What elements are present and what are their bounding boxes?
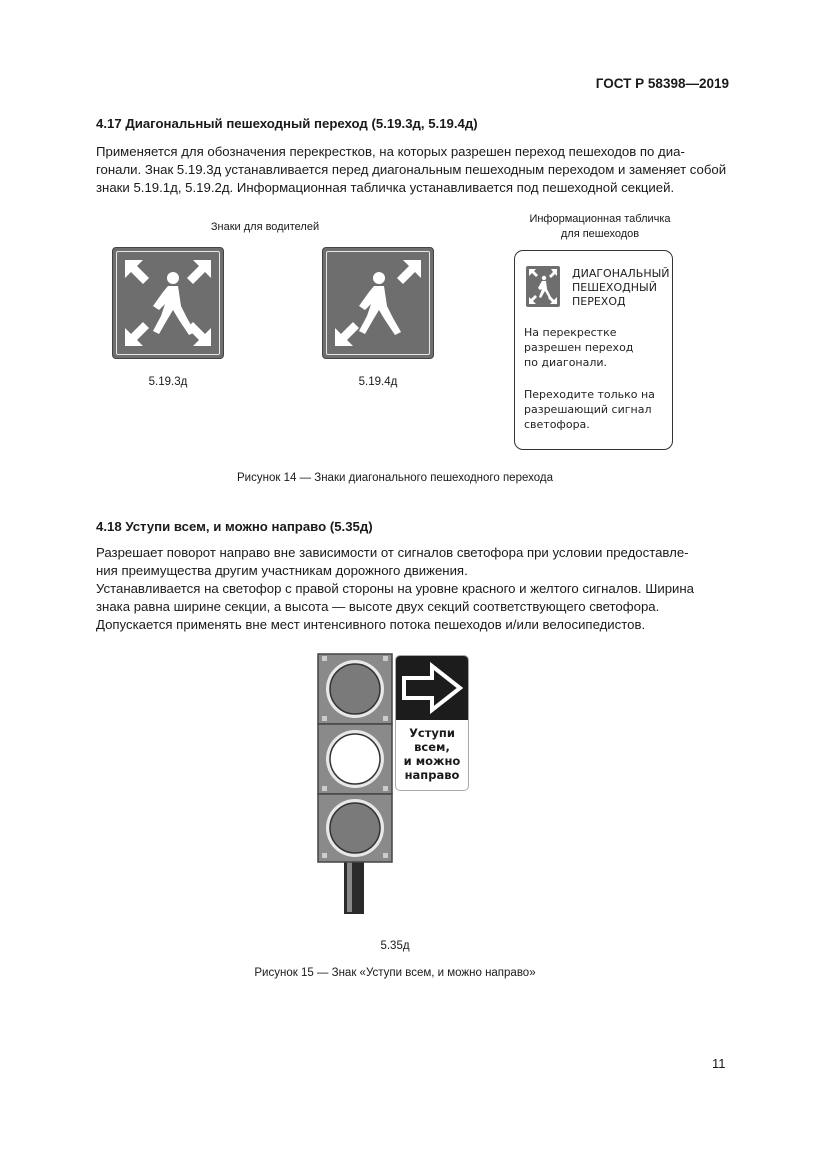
plate-para2-line-3: светофора.	[524, 418, 590, 431]
section-4-17-line-1: Применяется для обозначения перекрестков, на которых разрешен переход пешеходов по диа-	[96, 144, 685, 159]
standard-number: ГОСТ Р 58398—2019	[595, 76, 729, 91]
section-heading-4-18: 4.18 Уступи всем, и можно направо (5.35д)	[96, 519, 373, 534]
plate-para2-line-1: Переходите только на	[524, 388, 655, 401]
sign-text-line-1: Уступи	[409, 726, 455, 740]
page-number: 11	[712, 1056, 726, 1071]
sign-5-19-4d	[322, 247, 434, 359]
plate-title-line-3: ПЕРЕХОД	[572, 295, 626, 308]
sign-5-35d	[395, 655, 469, 791]
sign-5-19-3d	[112, 247, 224, 359]
section-4-17-line-3: знаки 5.19.1д, 5.19.2д. Информационная табличка устанавливается под пешеходной секцией.	[96, 180, 675, 195]
section-4-18-line-2: ния преимущества другим участникам дорожного движения.	[96, 563, 468, 578]
drivers-signs-label: Знаки для водителей	[210, 221, 320, 233]
sign-5-19-4d-code: 5.19.4д	[358, 376, 398, 388]
plate-label-line-1: Информационная табличка	[529, 213, 671, 225]
section-4-17-line-2: гонали. Знак 5.19.3д устанавливается перед диагональным пешеходным переходом и заменяет собой	[96, 162, 727, 177]
diagonal-crossing-two-arrows-icon	[323, 248, 433, 358]
sign-text-line-4: направо	[404, 768, 460, 782]
sign-5-35d-text	[396, 726, 468, 782]
sign-5-35d-code: 5.35д	[380, 940, 410, 952]
plate-mini-sign	[526, 266, 560, 307]
figure-15-caption: Рисунок 15 — Знак «Уступи всем, и можно направо»	[254, 967, 536, 979]
sign-text-line-2: всем,	[414, 740, 450, 754]
arrow-panel	[396, 656, 468, 720]
diagonal-crossing-four-arrows-icon	[113, 248, 223, 358]
section-4-18-line-5: Допускается применять вне мест интенсивного потока пешеходов и/или велосипедистов.	[96, 617, 646, 632]
plate-para1-line-3: по диагонали.	[524, 356, 608, 369]
plate-para2-line-2: разрешающий сигнал	[524, 403, 652, 416]
section-4-18-line-1: Разрешает поворот направо вне зависимости от сигналов светофора при условии предоставле-	[96, 545, 689, 560]
figure-14-caption: Рисунок 14 — Знаки диагонального пешеходного перехода	[237, 472, 553, 484]
traffic-light	[310, 648, 400, 918]
plate-title-line-1: ДИАГОНАЛЬНЫЙ	[572, 267, 670, 280]
sign-text-line-3: и можно	[403, 754, 461, 768]
pedestrian-info-plate	[514, 250, 673, 450]
sign-5-19-3d-code: 5.19.3д	[148, 376, 188, 388]
diagonal-crossing-icon	[526, 266, 560, 307]
plate-para1-line-1: На перекрестке	[524, 326, 617, 339]
section-4-18-line-3: Устанавливается на светофор с правой стороны на уровне красного и желтого сигналов. Ширина	[96, 581, 695, 596]
plate-title-line-2: ПЕШЕХОДНЫЙ	[572, 281, 657, 294]
section-heading-4-17: 4.17 Диагональный пешеходный переход (5.19.3д, 5.19.4д)	[96, 116, 478, 131]
plate-label-line-2: для пешеходов	[560, 228, 640, 240]
plate-para1-line-2: разрешен переход	[524, 341, 634, 354]
section-4-18-line-4: знака равна ширине секции, а высота — высоте двух секций соответствующего светофора.	[96, 599, 660, 614]
arrow-right-icon	[396, 656, 468, 720]
